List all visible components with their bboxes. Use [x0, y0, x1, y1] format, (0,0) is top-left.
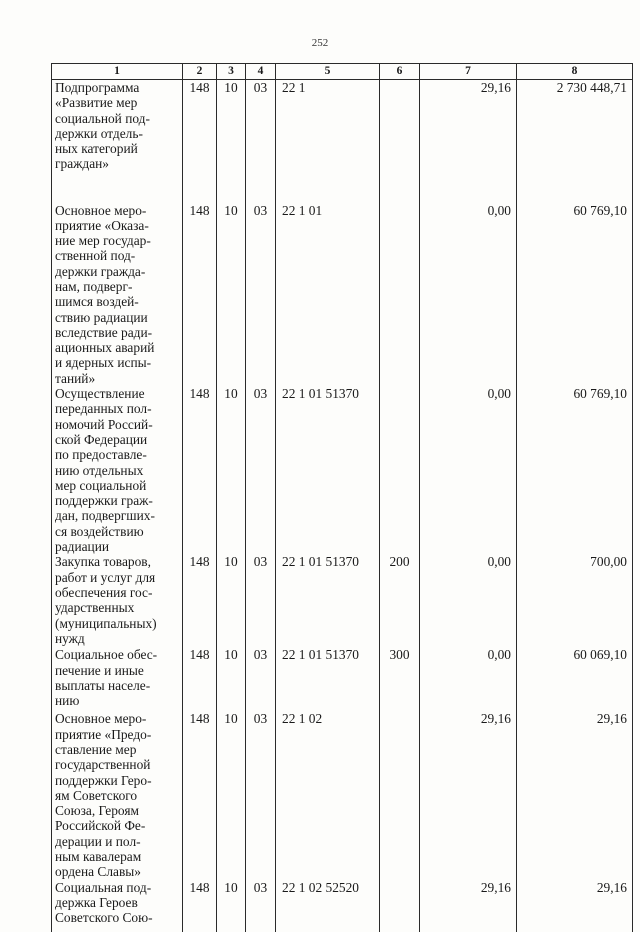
budget-table — [51, 63, 633, 932]
row-col-4: 03 — [246, 203, 276, 387]
row-col-4: 03 — [246, 80, 276, 203]
row-col-7: 0,00 — [420, 386, 517, 554]
row-name-cell — [52, 711, 183, 879]
table-row — [52, 647, 633, 711]
table-header — [52, 64, 633, 80]
row-col-2: 148 — [183, 711, 217, 879]
row-col-4: 03 — [246, 880, 276, 932]
row-col-3: 10 — [217, 80, 246, 203]
header-col-7: 7 — [420, 64, 517, 80]
row-name-cell — [52, 203, 183, 387]
table-row — [52, 386, 633, 554]
row-col-8: 700,00 — [517, 554, 633, 647]
header-col-3: 3 — [217, 64, 246, 80]
row-col-7: 0,00 — [420, 554, 517, 647]
table-row — [52, 711, 633, 879]
row-col-8: 60 769,10 — [517, 386, 633, 554]
header-col-5: 5 — [276, 64, 380, 80]
row-col-8: 60 069,10 — [517, 647, 633, 711]
row-col-7: 29,16 — [420, 711, 517, 879]
row-col-2: 148 — [183, 386, 217, 554]
row-col-3: 10 — [217, 711, 246, 879]
row-name-cell — [52, 880, 183, 932]
row-name: Осуществление переданных пол- номочий Россий- ской Федерации по предоставле- нию отдельных мер социальной поддержки граж- дан, подвергших- ся воздействию радиации — [55, 386, 155, 555]
row-col-8: 60 769,10 — [517, 203, 633, 387]
header-col-1: 1 — [52, 64, 183, 80]
row-col-6: 200 — [380, 554, 420, 647]
header-col-6: 6 — [380, 64, 420, 80]
row-name-cell — [52, 647, 183, 711]
header-col-8: 8 — [517, 64, 633, 80]
row-col-4: 03 — [246, 711, 276, 879]
row-col-2: 148 — [183, 80, 217, 203]
row-col-5: 22 1 01 51370 — [276, 386, 380, 554]
table-row — [52, 203, 633, 387]
row-col-3: 10 — [217, 386, 246, 554]
row-name: Социальное обес- печение и иные выплаты населе- нию — [55, 647, 158, 709]
row-col-2: 148 — [183, 880, 217, 932]
row-col-2: 148 — [183, 647, 217, 711]
table-row — [52, 880, 633, 932]
row-col-2: 148 — [183, 554, 217, 647]
row-col-7: 0,00 — [420, 647, 517, 711]
row-col-6: 300 — [380, 647, 420, 711]
row-col-2: 148 — [183, 203, 217, 387]
row-name-cell — [52, 80, 183, 203]
row-name: Основное меро- приятие «Предо- ставление мер государственной поддержки Геро- ям Советского Союза, Героям Российской Фе- дерации и пол- ным кавалерам ордена Славы» — [55, 711, 152, 880]
row-col-6 — [380, 80, 420, 203]
row-col-5: 22 1 02 — [276, 711, 380, 879]
row-col-4: 03 — [246, 647, 276, 711]
row-col-8: 2 730 448,71 — [517, 80, 633, 203]
row-col-7: 29,16 — [420, 880, 517, 932]
row-col-6 — [380, 711, 420, 879]
row-col-8: 29,16 — [517, 880, 633, 932]
header-col-4: 4 — [246, 64, 276, 80]
row-col-8: 29,16 — [517, 711, 633, 879]
row-name-cell — [52, 554, 183, 647]
row-col-3: 10 — [217, 880, 246, 932]
row-col-7: 29,16 — [420, 80, 517, 203]
row-col-4: 03 — [246, 554, 276, 647]
table-body — [52, 80, 633, 932]
header-col-2: 2 — [183, 64, 217, 80]
row-col-5: 22 1 01 51370 — [276, 554, 380, 647]
row-col-5: 22 1 02 52520 — [276, 880, 380, 932]
row-name: Подпрограмма «Развитие мер социальной под- держки отдель- ных категорий граждан» — [55, 80, 150, 172]
row-name: Социальная под- держка Героев Советского Сою- — [55, 879, 153, 926]
row-col-5: 22 1 01 51370 — [276, 647, 380, 711]
row-col-6 — [380, 203, 420, 387]
row-col-6 — [380, 880, 420, 932]
row-col-5: 22 1 — [276, 80, 380, 203]
row-col-5: 22 1 01 — [276, 203, 380, 387]
row-name: Закупка товаров, работ и услуг для обеспечения гос- ударственных (муниципальных) нужд — [55, 554, 157, 646]
row-col-3: 10 — [217, 203, 246, 387]
row-name-cell — [52, 386, 183, 554]
page-number: 252 — [311, 37, 329, 49]
table-row — [52, 80, 633, 203]
row-col-4: 03 — [246, 386, 276, 554]
row-name: Основное меро- приятие «Оказа- ние мер государ- ственной под- держки гражда- нам, подверг- шимся воздей- ствию радиации вследствие ради- ационных аварий и ядерных испы- таний» — [55, 202, 155, 386]
table-row — [52, 554, 633, 647]
row-col-6 — [380, 386, 420, 554]
row-col-3: 10 — [217, 647, 246, 711]
row-col-7: 0,00 — [420, 203, 517, 387]
row-col-3: 10 — [217, 554, 246, 647]
